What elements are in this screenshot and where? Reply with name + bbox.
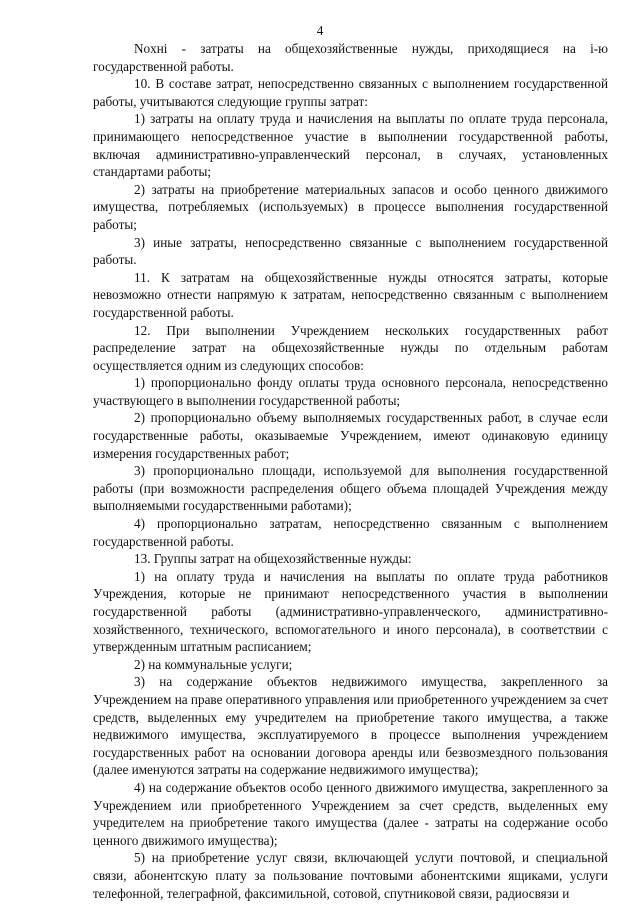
paragraph: 5) на приобретение услуг связи, включающей услуги почтовой, и специальной связи, абонентскую плату за пользование почтовыми абонентскими ящиками, услуги телефонной, телеграфной, факсимильной, сотовой, спутниковой связи, радиосвязи и bbox=[93, 850, 608, 901]
paragraph: 4) на содержание объектов особо ценного движимого имущества, закрепленного за Учреждением или приобретенного Учреждением за счет средств, выделенных ему учредителем на приобретение такого имущества (далее - затраты на содержание особо ценного движимого имущества); bbox=[93, 779, 608, 848]
paragraph: Noxнi - затраты на общехозяйственные нужды, приходящиеся на i-ю государственной работы. bbox=[93, 41, 608, 74]
paragraph: 3) на содержание объектов недвижимого имущества, закрепленного за Учреждением на праве оперативного управления или приобретенного учреждением за счет средств, выделенных ему учредителем на приобретение такого имущества, а также недвижимого имущества, эксплуатируемого в процессе выполнения учреждением государственных работ на основании договора аренды или безвозмездного пользования (далее именуются затраты на содержание недвижимого имущества); bbox=[93, 674, 608, 778]
paragraph: 2) затраты на приобретение материальных запасов и особо ценного движимого имущества, потребляемых (используемых) в процессе выполнения государственной работы; bbox=[93, 181, 608, 232]
paragraph: 1) на оплату труда и начисления на выплаты по оплате труда работников Учреждения, которые не принимают непосредственного участия в выполнении государственной работы (административно-управленческого, административно-хозяйственного, технического, вспомогательного и иного персонала), в соответствии с утвержденным штатным расписанием; bbox=[93, 568, 608, 655]
page-number: 4 bbox=[316, 23, 324, 38]
paragraph: 12. При выполнении Учреждением нескольких государственных работ распределение затрат на общехозяйственные нужды по отдельным работам осуществляется одним из следующих способов: bbox=[93, 322, 608, 373]
paragraph: 2) пропорционально объему выполняемых государственных работ, в случае если государственные работы, оказываемые Учреждением, имеют одинаковую единицу измерения государственных работ; bbox=[93, 410, 608, 461]
paragraph: 1) затраты на оплату труда и начисления на выплаты по оплате труда персонала, принимающего непосредственное участие в выполнении государственной работы, включая административно-управленческий персонал, в случаях, установленных стандартами работы; bbox=[93, 111, 608, 180]
paragraph: 13. Группы затрат на общехозяйственные нужды: bbox=[134, 551, 412, 567]
paragraph: 3) иные затраты, непосредственно связанные с выполнением государственной работы. bbox=[93, 234, 608, 268]
paragraph: 3) пропорционально площади, используемой для выполнения государственной работы (при возможности распределения общего объема площадей Учреждения между выполняемыми государственными работами); bbox=[93, 463, 608, 514]
paragraph: 11. К затратам на общехозяйственные нужды относятся затраты, которые невозможно отнести напрямую к затратам, непосредственно связанным с выполнением государственной работы. bbox=[93, 269, 608, 320]
paragraph: 10. В составе затрат, непосредственно связанных с выполнением государственной работы, учитываются следующие группы затрат: bbox=[93, 76, 608, 109]
paragraph: 1) пропорционально фонду оплаты труда основного персонала, непосредственно участвующего в выполнении государственной работы; bbox=[93, 375, 608, 408]
paragraph: 2) на коммунальные услуги; bbox=[134, 656, 293, 672]
paragraph: 4) пропорционально затратам, непосредственно связанным с выполнением государственной работы. bbox=[93, 516, 608, 549]
document-body bbox=[93, 40, 608, 902]
